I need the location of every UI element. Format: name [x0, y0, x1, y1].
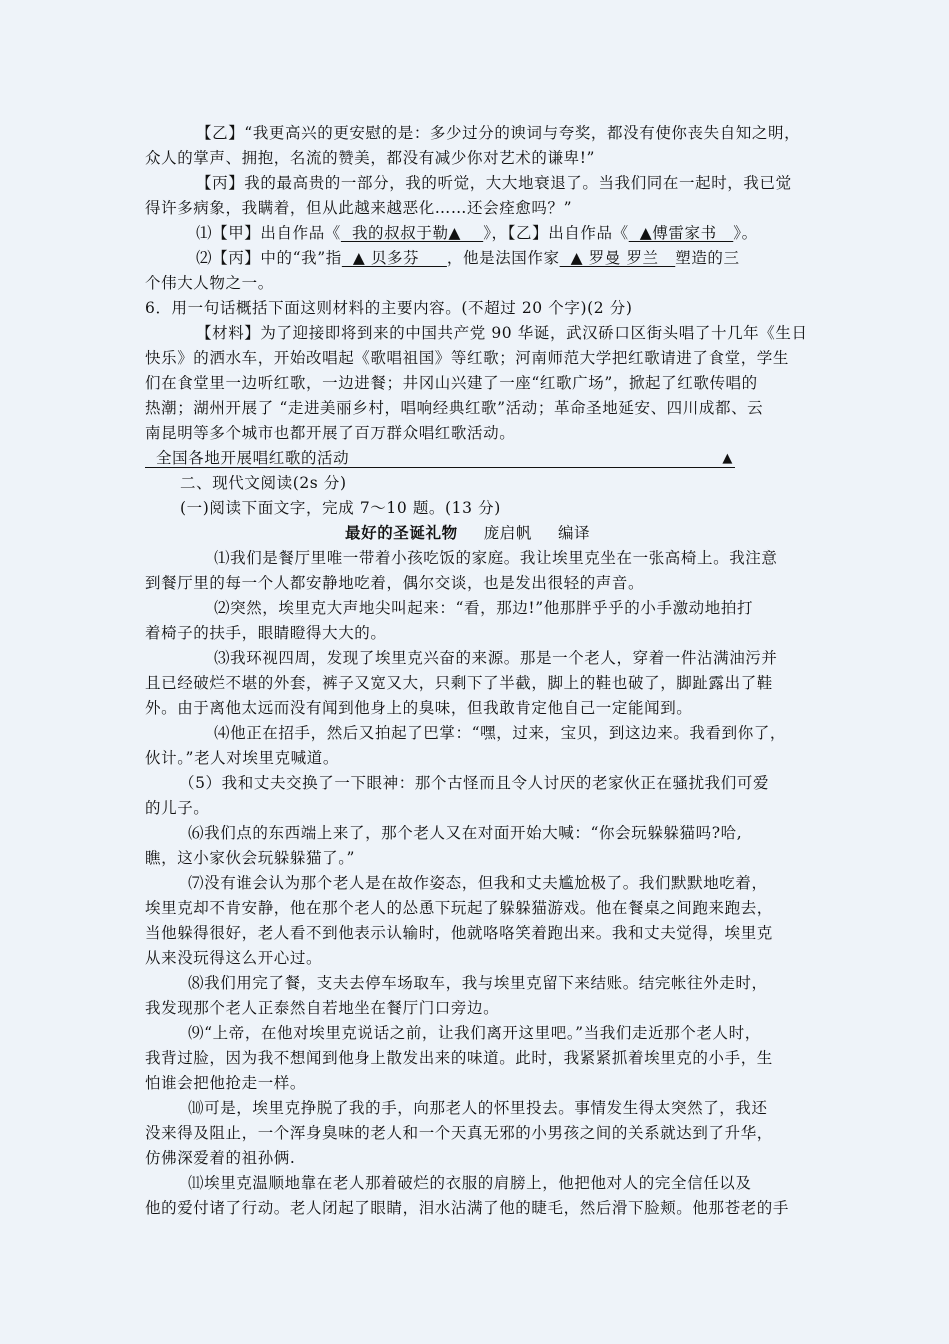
- text-line: 得许多病象，我瞒着，但从此越来越恶化……还会痊愈吗？”: [145, 199, 573, 217]
- paragraph-line: ⑾埃里克温顺地靠在老人那着破烂的衣服的肩膀上，他把他对人的完全信任以及: [188, 1174, 752, 1192]
- answer-blank: ▲ 贝多芬: [341, 249, 447, 267]
- question-text: 》，【乙】出自作品《: [483, 224, 629, 242]
- text-line: 【乙】“我更高兴的更安慰的是：多少过分的谀词与夸奖，都没有使你丧失自知之明，: [196, 124, 801, 142]
- text-line: 个伟大人物之一。: [145, 274, 274, 292]
- paragraph-line: 没来得及阻止，一个浑身臭味的老人和一个天真无邪的小男孩之间的关系就达到了升华，: [145, 1124, 773, 1142]
- paragraph-line: 埃里克却不肯安静，他在那个老人的怂恿下玩起了躲躲猫游戏。他在餐桌之间跑来跑去，: [145, 899, 773, 917]
- paragraph-line: 外。由于离他太远而没有闻到他身上的臭味，但我敢肯定他自己一定能闻到。: [145, 699, 693, 717]
- question-5-1: [196, 223, 758, 243]
- article-title-text: 最好的圣诞礼物: [345, 523, 458, 542]
- subsection-heading: (一)阅读下面文字，完成 7～10 题。(13 分): [180, 499, 501, 517]
- answer-blank: ▲傅雷家书: [628, 224, 734, 242]
- article-role: 编译: [558, 524, 591, 542]
- paragraph-line: ⑽可是，埃里克挣脱了我的手，向那老人的怀里投去。事情发生得太突然了，我还: [188, 1099, 768, 1117]
- question-5-2: [196, 248, 740, 268]
- text-line: 众人的掌声、拥抱，名流的赞美，都没有减少你对艺术的谦卑!”: [145, 149, 596, 167]
- paragraph-line: ⑷他正在招手，然后又拍起了巴掌：“嘿，过来，宝贝，到这边来。我看到你了，: [214, 724, 787, 742]
- paragraph-line: 到餐厅里的每一个人都安静地吃着，偶尔交谈，也是发出很轻的声音。: [145, 574, 645, 592]
- material-text: 热潮；湖州开展了 “走进美丽乡村，唱响经典红歌”活动；革命圣地延安、四川成都、云: [145, 399, 764, 417]
- paragraph-line: 当他躲得很好，老人看不到他表示认输时，他就咯咯笑着跑出来。我和丈夫觉得，埃里克: [145, 924, 773, 942]
- text-line: 【丙】我的最高贵的一部分，我的听觉，大大地衰退了。当我们同在一起时，我已觉: [196, 174, 792, 192]
- answer-text: 全国各地开展唱红歌的活动: [145, 449, 350, 467]
- paragraph-line: 伙计。”老人对埃里克喊道。: [145, 749, 339, 767]
- question-text: ⑵【丙】中的“我”指: [196, 249, 342, 267]
- paragraph-line: 从来没玩得这么开心过。: [145, 949, 323, 967]
- section-heading: 二、现代文阅读(2s 分): [180, 474, 347, 492]
- paragraph-line: 我背过脸，因为我不想闻到他身上散发出来的味道。此时，我紧紧抓着埃里克的小手，生: [145, 1049, 773, 1067]
- paragraph-line: ⑼“上帝，在他对埃里克说话之前，让我们离开这里吧。”当我们走近那个老人时，: [188, 1024, 761, 1042]
- answer-blank: 我的叔叔于勒▲: [340, 224, 484, 242]
- article-title: [345, 523, 590, 543]
- paragraph-line: 怕谁会把他抢走一样。: [145, 1074, 307, 1092]
- material-text: 们在食堂里一边听红歌，一边进餐；井冈山兴建了一座“红歌广场”，掀起了红歌传唱的: [145, 374, 758, 392]
- question-6: 6．用一句话概括下面这则材料的主要内容。(不超过 20 个字)(2 分): [145, 299, 633, 317]
- material-text: 南昆明等多个城市也都开展了百万群众唱红歌活动。: [145, 424, 516, 442]
- paragraph-line: 我发现那个老人正泰然自若地坐在餐厅门口旁边。: [145, 999, 500, 1017]
- paragraph-line: 且已经破烂不堪的外套，裤子又宽又大，只剩下了半截，脚上的鞋也破了，脚趾露出了鞋: [145, 674, 773, 692]
- paragraph-line: 着椅子的扶手，眼睛瞪得大大的。: [145, 624, 387, 642]
- paragraph-line: 他的爱付诸了行动。老人闭起了眼睛，泪水沾满了他的睫毛，然后滑下脸颊。他那苍老的手: [145, 1199, 790, 1217]
- paragraph-line: ⑴我们是餐厅里唯一带着小孩吃饭的家庭。我让埃里克坐在一张高椅上。我注意: [214, 549, 778, 567]
- question-text: ⑴【甲】出自作品《: [196, 224, 341, 242]
- paragraph-line: ⑶我环视四周，发现了埃里克兴奋的来源。那是一个老人，穿着一件沾满油污并: [214, 649, 778, 667]
- paragraph-line: ⑺没有谁会认为那个老人是在故作姿态，但我和丈夫尴尬极了。我们默默地吃着，: [188, 874, 768, 892]
- paragraph-line: 瞧，这小家伙会玩躲躲猫了。”: [145, 849, 356, 867]
- paragraph-line: 的儿子。: [145, 799, 210, 817]
- material-text: 【材料】为了迎接即将到来的中国共产党 90 华诞，武汉硚口区街头唱了十几年《生日: [196, 324, 808, 342]
- paragraph-line: ⑹我们点的东西端上来了，那个老人又在对面开始大喊：“你会玩躲躲猫吗?哈,: [188, 824, 743, 842]
- paragraph-line: ⑵突然，埃里克大声地尖叫起来：“看，那边!”他那胖乎乎的小手激动地拍打: [214, 599, 754, 617]
- paragraph-line: （5）我和丈夫交换了一下眼神：那个古怪而且令人讨厌的老家伙正在骚扰我们可爱: [179, 774, 770, 792]
- answer-6-line: [145, 448, 735, 468]
- question-text: ，他是法国作家: [446, 249, 560, 267]
- paragraph-line: 仿佛深爱着的祖孙俩.: [145, 1149, 296, 1167]
- paragraph-line: ⑻我们用完了餐，支夫去停车场取车，我与埃里克留下来结账。结完帐往外走时，: [188, 974, 768, 992]
- question-text: 塑造的三: [675, 249, 740, 267]
- article-author: 庞启帆: [483, 524, 533, 542]
- question-text: 》。: [733, 224, 758, 242]
- triangle-marker: ▲: [722, 451, 733, 466]
- material-text: 快乐》的洒水车，开始改唱起《歌唱祖国》等红歌；河南师范大学把红歌请进了食堂，学生: [145, 349, 790, 367]
- answer-blank: ▲ 罗曼 罗兰: [559, 249, 676, 267]
